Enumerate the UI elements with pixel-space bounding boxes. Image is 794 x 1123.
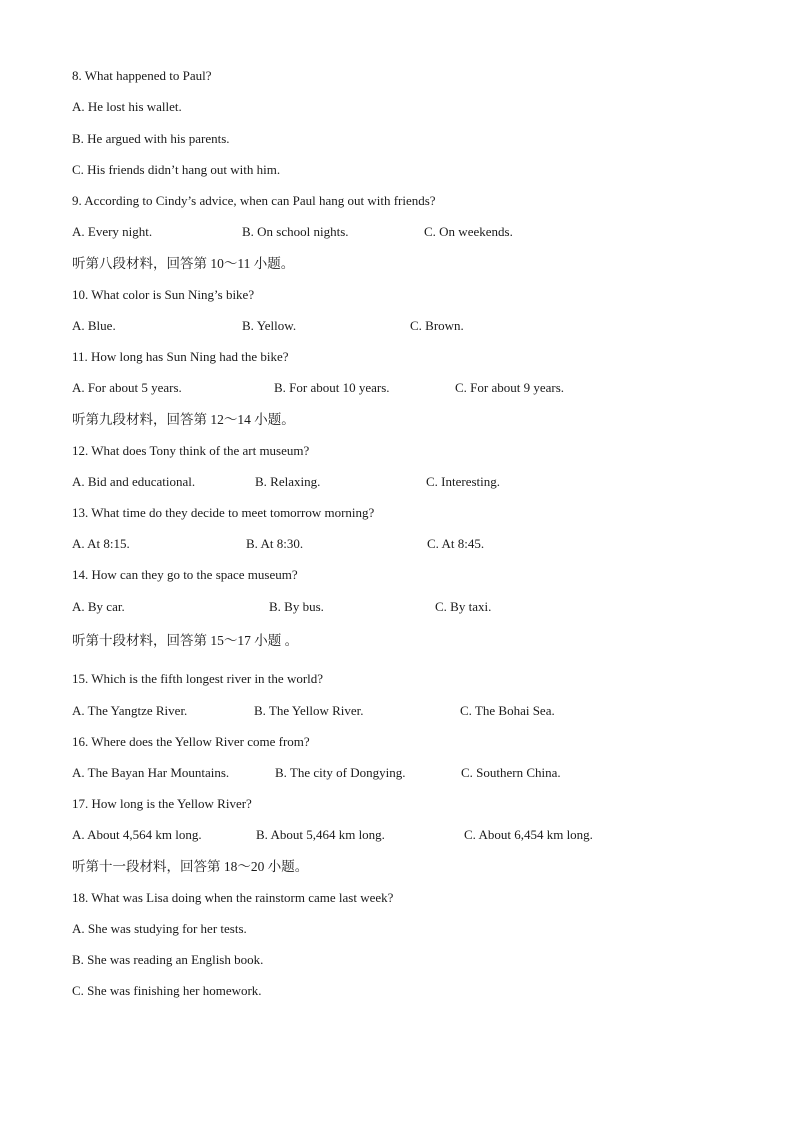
section-heading-8: 听第八段材料，回答第 10～11 小题。: [72, 256, 295, 271]
q11-option-a: A. For about 5 years.: [72, 380, 182, 395]
q11-option-c: C. For about 9 years.: [455, 380, 565, 395]
q17-option-a: A. About 4,564 km long.: [72, 827, 202, 842]
section-heading-9: 听第九段材料，回答第 12～14 小题。: [72, 412, 295, 427]
q17-option-c: C. About 6,454 km long.: [464, 827, 593, 842]
q13-option-c: C. At 8:45.: [427, 536, 485, 551]
q9-option-c: C. On weekends.: [424, 224, 513, 239]
q8-option-a: A. He lost his wallet.: [72, 99, 182, 114]
question-18: 18. What was Lisa doing when the rainstorm came last week?: [72, 890, 394, 905]
q8-option-b: B. He argued with his parents.: [72, 131, 230, 146]
q8-option-c: C. His friends didn’t hang out with him.: [72, 162, 281, 177]
q18-option-c: C. She was finishing her homework.: [72, 983, 262, 998]
q16-option-b: B. The city of Dongying.: [275, 765, 406, 780]
q9-option-b: B. On school nights.: [242, 224, 349, 239]
q16-option-c: C. Southern China.: [461, 765, 561, 780]
q14-option-c: C. By taxi.: [435, 599, 492, 614]
q12-option-b: B. Relaxing.: [255, 474, 321, 489]
q18-option-b: B. She was reading an English book.: [72, 952, 264, 967]
question-9: 9. According to Cindy’s advice, when can Paul hang out with friends?: [72, 193, 436, 208]
q16-option-a: A. The Bayan Har Mountains.: [72, 765, 230, 780]
question-8: 8. What happened to Paul?: [72, 68, 212, 83]
section-heading-11: 听第十一段材料，回答第 18～20 小题。: [72, 859, 309, 874]
section-heading-10: 听第十段材料，回答第 15～17 小题 。: [72, 633, 299, 648]
q10-option-b: B. Yellow.: [242, 318, 297, 333]
q18-option-a: A. She was studying for her tests.: [72, 921, 247, 936]
q14-option-b: B. By bus.: [269, 599, 324, 614]
q15-option-b: B. The Yellow River.: [254, 703, 364, 718]
q13-option-a: A. At 8:15.: [72, 536, 130, 551]
q9-option-a: A. Every night.: [72, 224, 153, 239]
question-14: 14. How can they go to the space museum?: [72, 567, 298, 582]
q14-option-a: A. By car.: [72, 599, 125, 614]
q11-option-b: B. For about 10 years.: [274, 380, 390, 395]
q10-option-a: A. Blue.: [72, 318, 116, 333]
q17-option-b: B. About 5,464 km long.: [256, 827, 385, 842]
question-10: 10. What color is Sun Ning’s bike?: [72, 287, 255, 302]
question-12: 12. What does Tony think of the art museum?: [72, 443, 310, 458]
question-13: 13. What time do they decide to meet tomorrow morning?: [72, 505, 375, 520]
q13-option-b: B. At 8:30.: [246, 536, 304, 551]
q15-option-a: A. The Yangtze River.: [72, 703, 188, 718]
question-17: 17. How long is the Yellow River?: [72, 796, 252, 811]
question-16: 16. Where does the Yellow River come from?: [72, 734, 310, 749]
question-15: 15. Which is the fifth longest river in the world?: [72, 671, 324, 686]
question-11: 11. How long has Sun Ning had the bike?: [72, 349, 289, 364]
q10-option-c: C. Brown.: [410, 318, 464, 333]
q12-option-c: C. Interesting.: [426, 474, 501, 489]
q12-option-a: A. Bid and educational.: [72, 474, 196, 489]
q15-option-c: C. The Bohai Sea.: [460, 703, 555, 718]
